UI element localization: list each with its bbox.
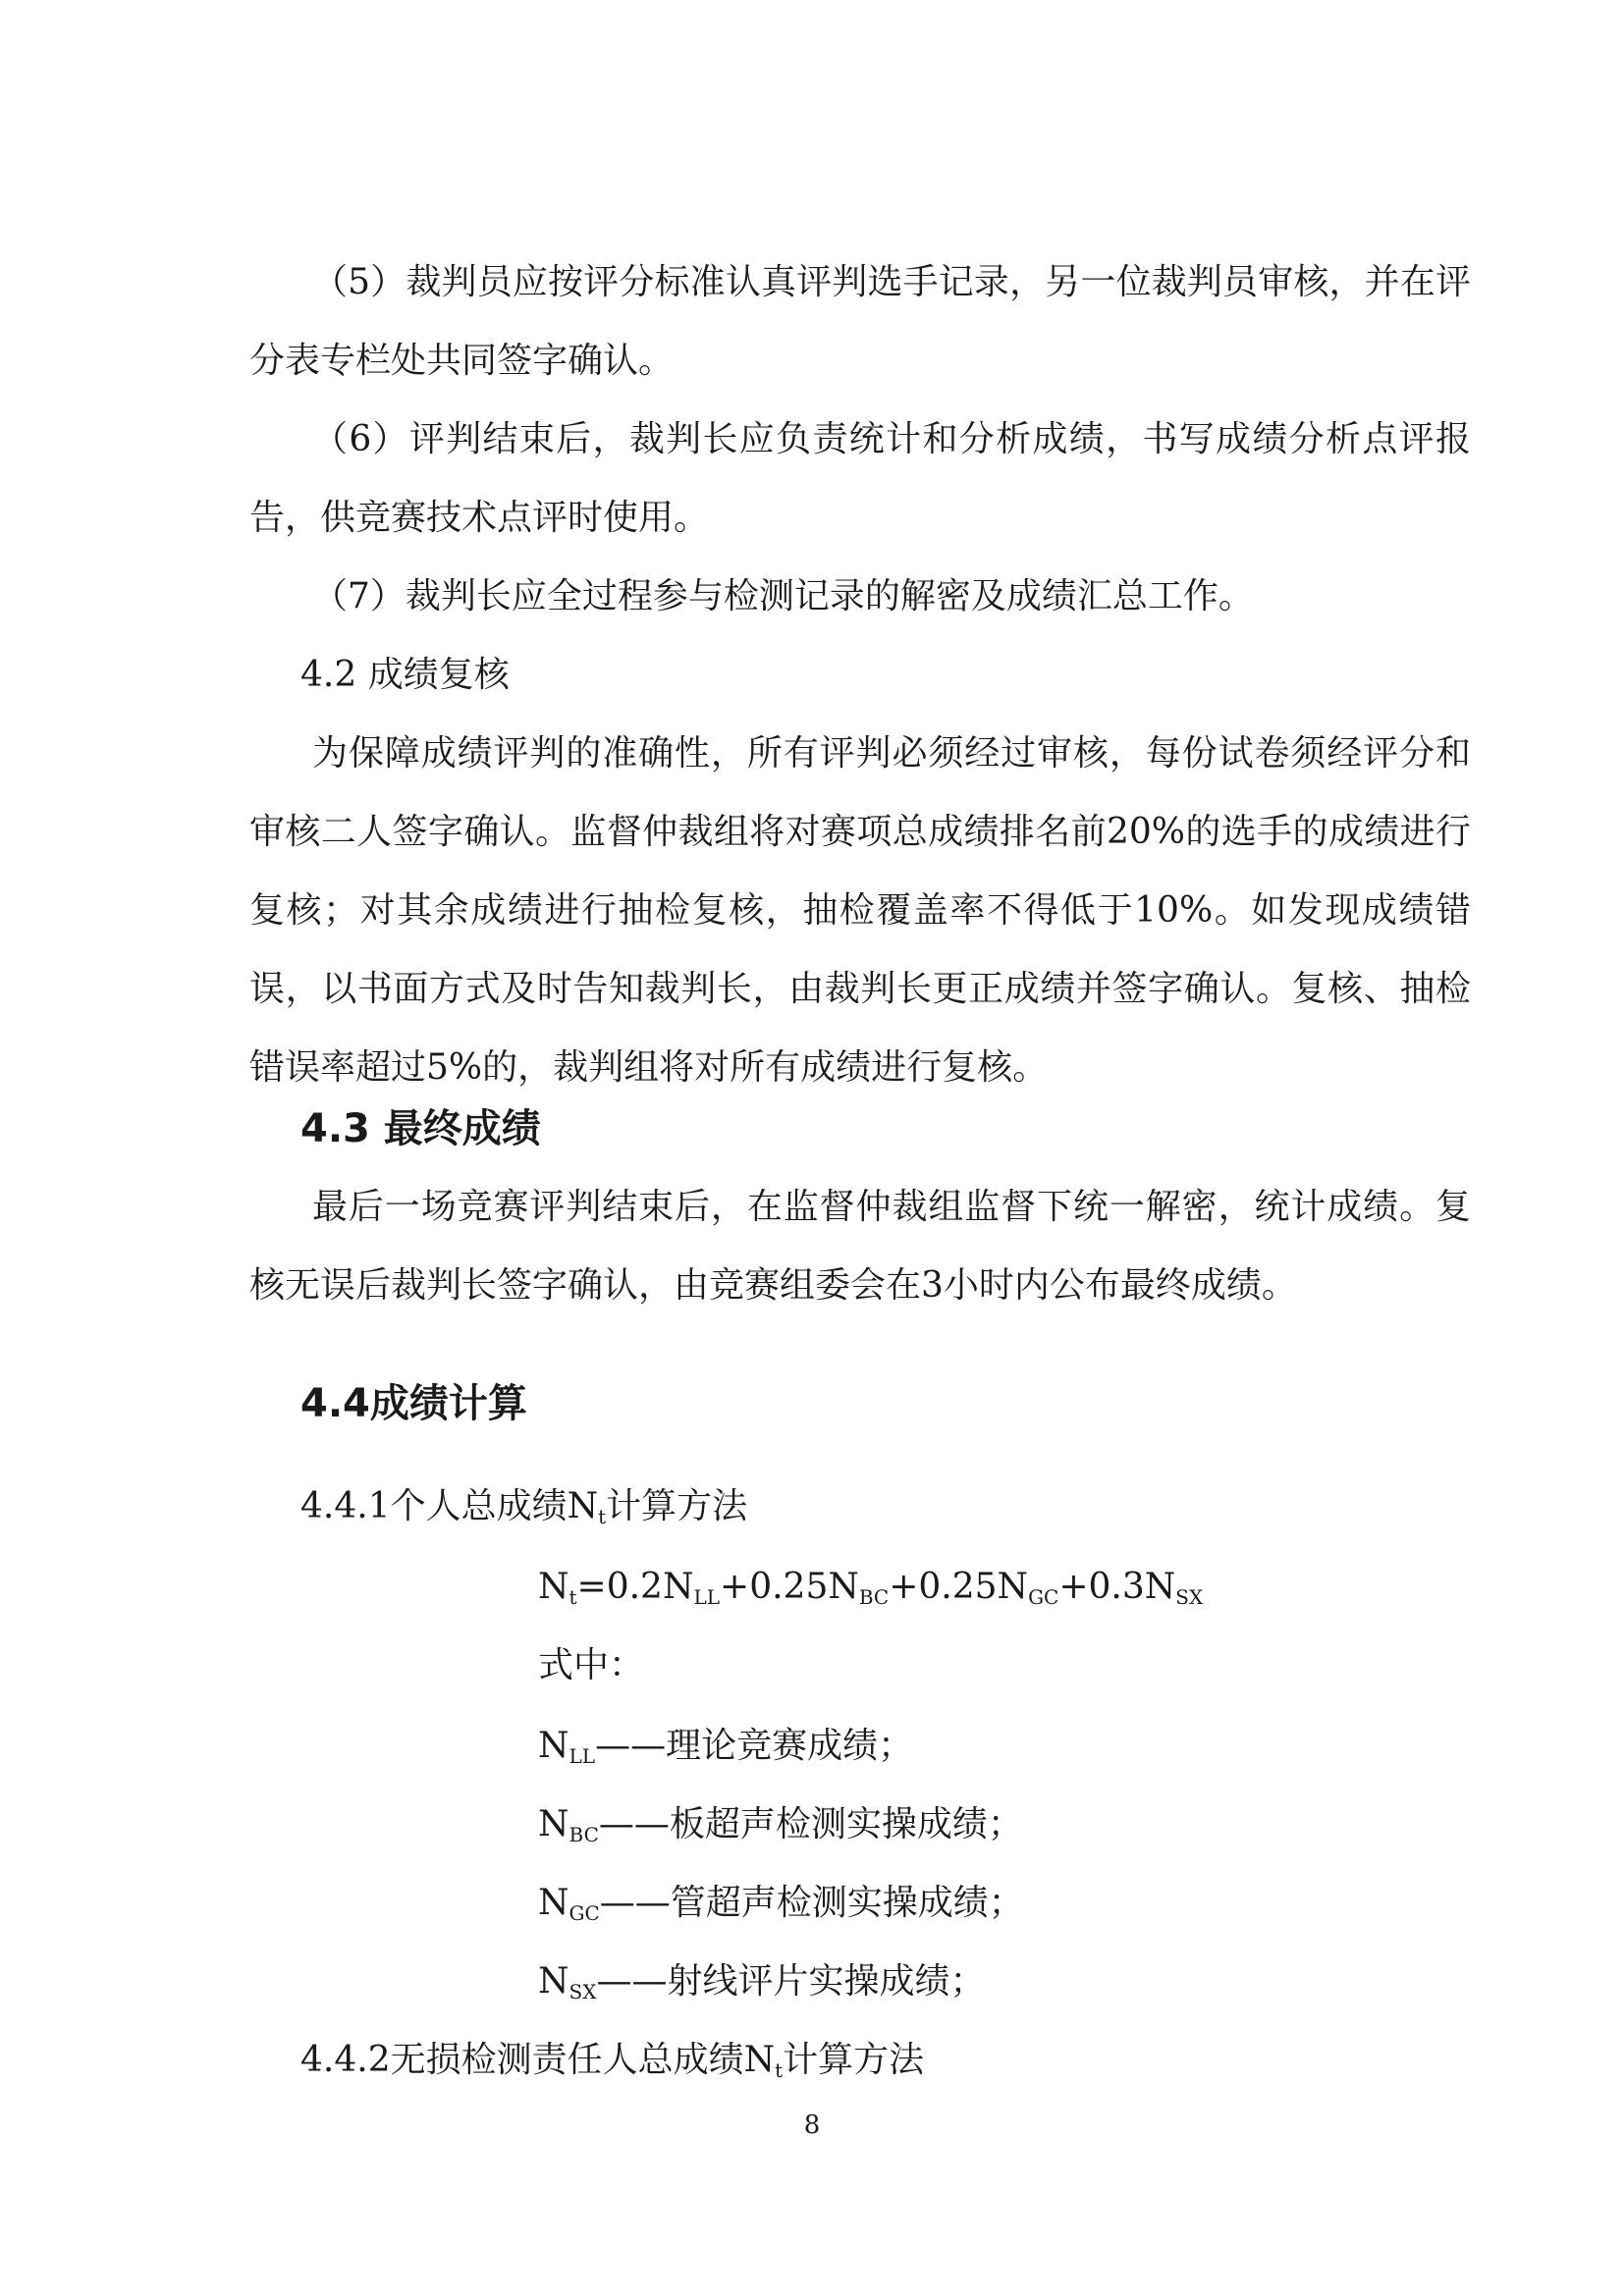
heading-4-4-2 xyxy=(249,2021,1471,2109)
heading-4-4-1-sub: t xyxy=(598,1505,607,1528)
formula-term-3-sub: GC xyxy=(1028,1585,1059,1609)
heading-4-4-1 xyxy=(249,1468,1471,1556)
paragraph-4-2 xyxy=(249,715,1471,1107)
definition-symbol: N xyxy=(538,1804,569,1844)
paragraph-7 xyxy=(249,558,1471,636)
definition-symbol: N xyxy=(538,1883,569,1923)
heading-4-2 xyxy=(249,636,1471,715)
heading-4-4-1-pre: 4.4.1个人总成绩N xyxy=(300,1486,599,1526)
definition-symbol-sub: LL xyxy=(568,1744,596,1768)
formula-term-1-sub: LL xyxy=(693,1585,721,1609)
heading-4-4-2-text xyxy=(249,2021,1471,2109)
definition-symbol-sub: BC xyxy=(568,1823,599,1846)
definition-symbol: N xyxy=(538,1961,569,2002)
heading-4-4-1-post: 计算方法 xyxy=(606,1486,748,1526)
heading-4-3 xyxy=(249,1090,1471,1168)
paragraph-4-2-text: 为保障成绩评判的准确性，所有评判必须经过审核，每份试卷须经评分和审核二人签字确认。监督仲裁组将对赛项总成绩排名前20%的选手的成绩进行复核；对其余成绩进行抽检复核，抽检覆盖率不得低于10%。如发现成绩错误，以书面方式及时告知裁判长，由裁判长更正成绩并签字确认。复核、抽检错误率超过5%的，裁判组将对所有成绩进行复核。 xyxy=(249,733,1471,1088)
formula-term-1: =0.2N xyxy=(576,1567,694,1607)
formula-lhs-sub: t xyxy=(568,1585,577,1609)
paragraph-6 xyxy=(249,400,1471,558)
heading-4-4-2-post: 计算方法 xyxy=(783,2040,925,2080)
heading-4-4-2-sub: t xyxy=(775,2058,784,2082)
formula-lhs: N xyxy=(538,1567,569,1607)
paragraph-4-3 xyxy=(249,1168,1471,1325)
definition-text: ——理论竞赛成绩； xyxy=(595,1726,914,1766)
definition-row xyxy=(538,1786,1023,1874)
definition-row xyxy=(538,1864,1024,1952)
heading-4-4 xyxy=(249,1364,1471,1443)
definition-row xyxy=(538,1707,913,1795)
formula-term-4: +0.3N xyxy=(1058,1567,1176,1607)
definition-symbol-sub: GC xyxy=(568,1901,600,1925)
paragraph-5-text: （5）裁判员应按评分标准认真评判选手记录，另一位裁判员审核，并在评分表专栏处共同签字确认。 xyxy=(249,262,1471,381)
definition-row xyxy=(538,1943,985,2031)
formula-term-2: +0.25N xyxy=(720,1567,859,1607)
paragraph-4-3-text: 最后一场竞赛评判结束后，在监督仲裁组监督下统一解密，统计成绩。复核无误后裁判长签字确认，由竞赛组委会在3小时内公布最终成绩。 xyxy=(249,1187,1471,1306)
heading-4-4-2-pre: 4.4.2无损检测责任人总成绩N xyxy=(300,2040,776,2080)
heading-4-4-1-text xyxy=(249,1468,1471,1556)
formula-total-score xyxy=(538,1548,1203,1636)
page-number: 8 xyxy=(803,2110,821,2140)
paragraph-5 xyxy=(249,243,1471,400)
formula-where: 式中： xyxy=(538,1645,645,1685)
formula-term-3: +0.25N xyxy=(889,1567,1029,1607)
definition-text: ——板超声检测实操成绩； xyxy=(598,1804,1023,1844)
heading-4-2-text: 4.2 成绩复核 xyxy=(300,655,510,695)
heading-4-4-text: 4.4成绩计算 xyxy=(300,1381,527,1426)
paragraph-7-text: （7）裁判长应全过程参与检测记录的解密及成绩汇总工作。 xyxy=(312,576,1254,616)
paragraph-6-text: （6）评判结束后，裁判长应负责统计和分析成绩，书写成绩分析点评报告，供竞赛技术点评时使用。 xyxy=(249,419,1471,538)
formula-term-4-sub: SX xyxy=(1175,1585,1204,1609)
definition-text: ——管超声检测实操成绩； xyxy=(599,1883,1024,1923)
definition-symbol: N xyxy=(538,1726,569,1766)
heading-4-3-text: 4.3 最终成绩 xyxy=(300,1106,541,1151)
definition-symbol-sub: SX xyxy=(568,1980,597,2003)
definition-text: ——射线评片实操成绩； xyxy=(596,1961,986,2002)
formula-term-2-sub: BC xyxy=(858,1585,890,1609)
